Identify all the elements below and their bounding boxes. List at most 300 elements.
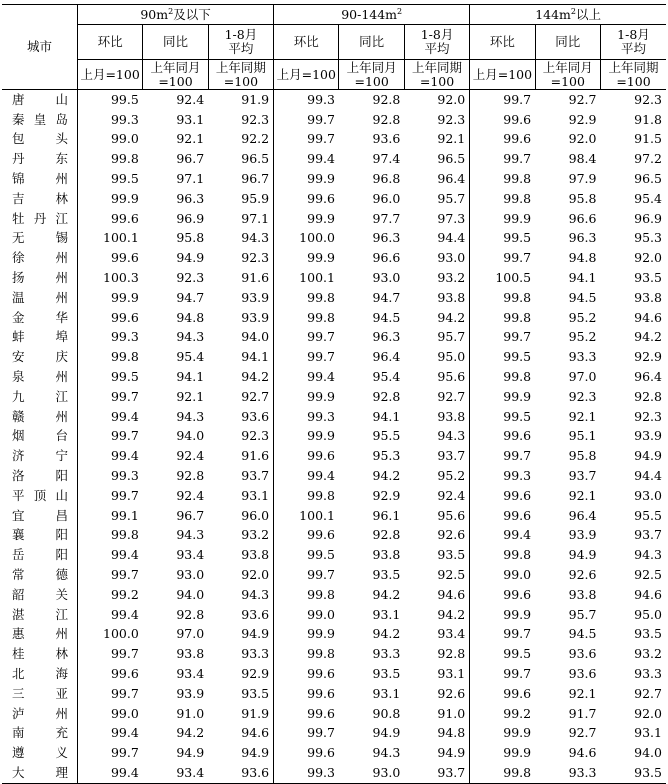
city-char: 丹 bbox=[33, 210, 47, 226]
index-value: 99.4 bbox=[110, 606, 139, 622]
index-value: 91.9 bbox=[208, 704, 273, 724]
index-value: 93.8 bbox=[404, 288, 469, 308]
index-value: 96.3 bbox=[176, 190, 205, 206]
index-value: 92.0 bbox=[634, 250, 662, 266]
city-name-text bbox=[12, 113, 68, 127]
sub-header-avg-line1: 1-8月 bbox=[617, 27, 650, 42]
index-value: 93.9 bbox=[208, 288, 273, 308]
index-value: 99.8 bbox=[307, 487, 335, 503]
index-value: 99.8 bbox=[110, 527, 139, 543]
city-char: 赣 bbox=[12, 408, 25, 424]
index-value: 92.6 bbox=[404, 526, 469, 546]
index-value: 94.4 bbox=[634, 468, 662, 484]
base-header-mom: 上月=100 bbox=[274, 60, 339, 90]
index-value: 97.0 bbox=[176, 626, 205, 642]
city-char: 宜 bbox=[12, 507, 25, 523]
index-value: 95.3 bbox=[372, 448, 401, 464]
index-value: 93.5 bbox=[404, 545, 469, 565]
index-value: 93.7 bbox=[634, 527, 662, 543]
city-char: 海 bbox=[55, 666, 68, 681]
index-value: 94.2 bbox=[404, 605, 469, 625]
index-value: 99.2 bbox=[503, 705, 532, 721]
city-name-text bbox=[12, 627, 68, 641]
index-value: 100.1 bbox=[103, 230, 139, 246]
sub-header-mom: 环比 bbox=[470, 25, 535, 60]
index-value: 93.5 bbox=[600, 763, 666, 783]
index-value: 94.3 bbox=[208, 585, 273, 605]
index-value: 99.5 bbox=[503, 646, 532, 662]
index-value: 94.2 bbox=[634, 329, 662, 345]
index-value: 92.0 bbox=[208, 565, 273, 585]
city-char: 华 bbox=[55, 309, 68, 325]
city-name bbox=[2, 407, 77, 427]
index-value: 99.6 bbox=[307, 705, 335, 721]
index-value: 95.0 bbox=[404, 347, 469, 367]
index-value: 92.4 bbox=[176, 448, 205, 464]
index-value: 95.5 bbox=[634, 507, 662, 523]
city-char: 泉 bbox=[12, 369, 25, 385]
city-char: 江 bbox=[55, 606, 68, 622]
index-value: 99.4 bbox=[503, 527, 532, 543]
index-value: 93.0 bbox=[176, 567, 205, 583]
index-value: 97.2 bbox=[634, 151, 662, 167]
index-value: 96.9 bbox=[176, 210, 205, 226]
index-value: 94.9 bbox=[404, 743, 469, 763]
city-name-text bbox=[12, 231, 68, 245]
index-value: 92.1 bbox=[176, 131, 205, 147]
index-value: 99.8 bbox=[503, 547, 532, 563]
index-value: 99.2 bbox=[110, 586, 139, 602]
index-value: 99.8 bbox=[470, 763, 535, 783]
sub-header-yoy: 同比 bbox=[535, 25, 600, 60]
index-value: 99.7 bbox=[307, 111, 335, 127]
index-value: 99.8 bbox=[503, 190, 532, 206]
city-name bbox=[2, 466, 77, 486]
city-name-text bbox=[12, 707, 68, 721]
table-row bbox=[2, 110, 666, 130]
index-value: 99.6 bbox=[307, 685, 335, 701]
index-value: 99.9 bbox=[503, 725, 532, 741]
city-char: 九 bbox=[12, 388, 25, 404]
index-value: 97.3 bbox=[404, 209, 469, 229]
city-name bbox=[2, 110, 77, 130]
city-char: 州 bbox=[55, 369, 68, 385]
city-char: 亚 bbox=[55, 685, 68, 701]
index-value: 94.8 bbox=[404, 724, 469, 744]
city-name bbox=[2, 189, 77, 209]
index-value: 94.4 bbox=[404, 229, 469, 249]
index-value: 92.3 bbox=[208, 427, 273, 447]
city-name bbox=[2, 169, 77, 189]
city-name-text bbox=[12, 687, 68, 701]
index-value: 96.0 bbox=[208, 506, 273, 526]
city-name bbox=[2, 427, 77, 447]
city-char: 林 bbox=[55, 646, 68, 662]
index-value: 100.1 bbox=[299, 270, 335, 286]
city-name bbox=[2, 308, 77, 328]
index-value: 92.3 bbox=[208, 110, 273, 130]
index-value: 99.3 bbox=[110, 468, 139, 484]
index-value: 97.0 bbox=[568, 369, 597, 385]
city-name-text bbox=[12, 608, 68, 622]
city-char: 东 bbox=[55, 151, 68, 167]
index-value: 92.8 bbox=[404, 644, 469, 664]
index-value: 93.8 bbox=[634, 289, 662, 305]
table-row bbox=[2, 684, 666, 704]
index-value: 99.3 bbox=[110, 111, 139, 127]
index-value: 100.1 bbox=[299, 507, 335, 523]
city-char: 江 bbox=[55, 210, 68, 226]
index-value: 95.8 bbox=[568, 448, 597, 464]
city-char: 台 bbox=[55, 428, 68, 444]
index-value: 93.8 bbox=[372, 547, 401, 563]
city-char: 阳 bbox=[55, 547, 68, 563]
city-char: 充 bbox=[55, 725, 68, 741]
index-value: 91.9 bbox=[208, 90, 273, 110]
index-value: 92.1 bbox=[568, 685, 597, 701]
city-char: 牡 bbox=[12, 210, 25, 226]
index-value: 95.7 bbox=[568, 606, 597, 622]
index-value: 99.9 bbox=[110, 190, 139, 206]
index-value: 97.7 bbox=[372, 210, 401, 226]
price-index-table bbox=[2, 4, 666, 784]
table-row bbox=[2, 248, 666, 268]
index-value: 99.6 bbox=[503, 131, 532, 147]
index-value: 99.8 bbox=[307, 646, 335, 662]
index-value: 93.7 bbox=[404, 763, 469, 783]
index-value: 93.3 bbox=[208, 644, 273, 664]
city-char: 烟 bbox=[12, 428, 25, 444]
index-value: 99.0 bbox=[503, 567, 532, 583]
index-value: 97.1 bbox=[208, 209, 273, 229]
base-header-avg bbox=[404, 60, 469, 90]
index-value: 99.6 bbox=[307, 745, 335, 761]
table-row bbox=[2, 466, 666, 486]
city-char: 岳 bbox=[12, 547, 25, 563]
city-char: 湛 bbox=[12, 606, 25, 622]
city-name bbox=[2, 209, 77, 229]
index-value: 93.9 bbox=[176, 685, 205, 701]
index-value: 92.7 bbox=[208, 387, 273, 407]
index-value: 95.6 bbox=[404, 506, 469, 526]
index-value: 92.6 bbox=[404, 684, 469, 704]
index-value: 99.4 bbox=[110, 448, 139, 464]
index-value: 91.8 bbox=[634, 111, 662, 127]
city-char: 江 bbox=[55, 388, 68, 404]
index-value: 100.5 bbox=[495, 270, 532, 286]
table-row bbox=[2, 347, 666, 367]
table-row bbox=[2, 625, 666, 645]
index-value: 94.9 bbox=[372, 725, 401, 741]
city-char: 山 bbox=[55, 487, 68, 503]
index-value: 93.5 bbox=[634, 270, 662, 286]
city-char: 秦 bbox=[12, 111, 25, 127]
index-value: 99.0 bbox=[110, 705, 139, 721]
index-value: 94.0 bbox=[176, 428, 205, 444]
city-char: 皇 bbox=[33, 111, 47, 127]
index-value: 93.9 bbox=[208, 308, 273, 328]
index-value: 99.3 bbox=[110, 329, 139, 345]
index-value: 94.6 bbox=[568, 745, 597, 761]
index-value: 93.6 bbox=[208, 763, 273, 783]
index-value: 93.5 bbox=[372, 666, 401, 681]
index-value: 93.6 bbox=[568, 646, 597, 662]
index-value: 94.9 bbox=[208, 625, 273, 645]
city-name bbox=[2, 684, 77, 704]
index-value: 99.9 bbox=[503, 210, 532, 226]
group-header-144-above: $144m^2$以上 bbox=[470, 5, 666, 25]
index-value: 91.6 bbox=[208, 446, 273, 466]
city-char: 桂 bbox=[12, 646, 25, 662]
index-value: 93.6 bbox=[208, 605, 273, 625]
index-value: 92.9 bbox=[208, 664, 273, 684]
index-value: 96.7 bbox=[176, 507, 205, 523]
index-value: 96.8 bbox=[372, 171, 401, 187]
city-name bbox=[2, 585, 77, 605]
index-value: 99.3 bbox=[274, 763, 339, 783]
base-header-avg-line2: =100 bbox=[223, 73, 259, 89]
city-name bbox=[2, 288, 77, 308]
table-row bbox=[2, 407, 666, 427]
city-char: 德 bbox=[55, 567, 68, 583]
index-value: 92.9 bbox=[372, 487, 401, 503]
city-name-text bbox=[12, 746, 68, 760]
table-row bbox=[2, 486, 666, 506]
city-char: 遵 bbox=[12, 745, 25, 761]
index-value: 94.2 bbox=[404, 308, 469, 328]
index-value: 94.9 bbox=[176, 745, 205, 761]
index-value: 92.8 bbox=[176, 468, 205, 484]
index-value: 99.7 bbox=[110, 487, 139, 503]
base-header-yoy-line2: =100 bbox=[158, 73, 193, 89]
index-value: 92.3 bbox=[176, 270, 205, 286]
index-value: 99.8 bbox=[307, 309, 335, 325]
index-value: 100.0 bbox=[299, 230, 335, 246]
index-value: 99.7 bbox=[503, 151, 532, 167]
base-header-avg-line2: =100 bbox=[616, 73, 651, 89]
index-value: 96.0 bbox=[372, 190, 401, 206]
city-char: 安 bbox=[12, 349, 25, 365]
city-char: 锡 bbox=[55, 230, 68, 246]
index-value: 99.6 bbox=[503, 507, 532, 523]
index-value: 94.0 bbox=[176, 586, 205, 602]
city-char: 州 bbox=[55, 408, 68, 424]
index-value: 99.6 bbox=[307, 527, 335, 543]
index-value: 99.8 bbox=[307, 289, 335, 305]
table-row bbox=[2, 763, 666, 783]
city-name-text bbox=[12, 251, 68, 265]
index-value: 94.1 bbox=[568, 270, 597, 286]
index-value: 94.2 bbox=[372, 586, 401, 602]
index-value: 93.0 bbox=[634, 487, 662, 503]
index-value: 92.0 bbox=[404, 90, 469, 110]
city-char: 宁 bbox=[55, 448, 68, 464]
city-char: 州 bbox=[55, 171, 68, 187]
city-name bbox=[2, 367, 77, 387]
index-value: 92.4 bbox=[176, 487, 205, 503]
index-value: 92.5 bbox=[404, 565, 469, 585]
index-value: 99.6 bbox=[503, 685, 532, 701]
index-value: 94.6 bbox=[208, 724, 273, 744]
index-value: 96.4 bbox=[404, 169, 469, 189]
sub-header-mom: 环比 bbox=[274, 25, 339, 60]
index-value: 95.9 bbox=[208, 189, 273, 209]
index-value: 93.7 bbox=[568, 468, 597, 484]
index-value: 92.8 bbox=[372, 527, 401, 543]
index-value: 92.7 bbox=[568, 91, 597, 107]
table-row bbox=[2, 90, 666, 110]
index-value: 99.8 bbox=[307, 586, 335, 602]
index-value: 99.8 bbox=[503, 289, 532, 305]
city-char: 温 bbox=[12, 289, 25, 305]
index-value: 94.2 bbox=[372, 468, 401, 484]
index-value: 99.0 bbox=[110, 131, 139, 147]
index-value: 99.7 bbox=[307, 567, 335, 583]
base-header-avg bbox=[600, 60, 666, 90]
city-name bbox=[2, 664, 77, 684]
city-name-text bbox=[12, 212, 68, 226]
city-char: 金 bbox=[12, 309, 25, 325]
index-value: 93.1 bbox=[176, 111, 205, 127]
city-char: 无 bbox=[12, 230, 25, 246]
index-value: 93.5 bbox=[208, 684, 273, 704]
index-value: 95.7 bbox=[404, 328, 469, 348]
index-value: 99.3 bbox=[307, 91, 335, 107]
city-name-text bbox=[12, 330, 68, 344]
city-name-text bbox=[12, 667, 68, 681]
index-value: 99.9 bbox=[307, 428, 335, 444]
index-value: 91.5 bbox=[634, 131, 662, 147]
city-name bbox=[2, 724, 77, 744]
city-name bbox=[2, 130, 77, 150]
index-value: 96.6 bbox=[568, 210, 597, 226]
index-value: 94.1 bbox=[372, 408, 401, 424]
index-value: 98.4 bbox=[568, 151, 597, 167]
city-name-text bbox=[12, 172, 68, 186]
table-row bbox=[2, 149, 666, 169]
index-value: 93.6 bbox=[372, 131, 401, 147]
index-value: 99.6 bbox=[503, 586, 532, 602]
table-row bbox=[2, 209, 666, 229]
city-char: 阳 bbox=[55, 468, 68, 484]
index-value: 93.9 bbox=[634, 428, 662, 444]
table-row bbox=[2, 268, 666, 288]
index-value: 95.4 bbox=[176, 349, 205, 365]
index-value: 99.4 bbox=[110, 547, 139, 563]
city-name-text bbox=[12, 291, 68, 305]
index-value: 94.6 bbox=[634, 309, 662, 325]
index-value: 99.7 bbox=[503, 329, 532, 345]
city-name-text bbox=[12, 528, 68, 542]
index-value: 94.8 bbox=[176, 309, 205, 325]
index-value: 99.8 bbox=[503, 309, 532, 325]
table-row bbox=[2, 387, 666, 407]
index-value: 99.9 bbox=[307, 210, 335, 226]
city-name bbox=[2, 704, 77, 724]
index-value: 94.3 bbox=[176, 527, 205, 543]
index-value: 95.8 bbox=[176, 230, 205, 246]
index-value: 96.4 bbox=[568, 507, 597, 523]
base-header-yoy-line2: =100 bbox=[354, 73, 389, 89]
index-value: 94.9 bbox=[568, 547, 597, 563]
base-header-yoy bbox=[339, 60, 404, 90]
index-value: 94.3 bbox=[372, 745, 401, 761]
city-char: 理 bbox=[55, 764, 68, 780]
index-value: 92.8 bbox=[372, 388, 401, 404]
index-value: 93.7 bbox=[404, 446, 469, 466]
index-value: 92.0 bbox=[634, 705, 662, 721]
index-value: 93.8 bbox=[208, 545, 273, 565]
base-header-mom: 上月=100 bbox=[470, 60, 535, 90]
index-value: 99.7 bbox=[503, 626, 532, 642]
index-value: 99.9 bbox=[503, 388, 532, 404]
index-value: 92.4 bbox=[176, 91, 205, 107]
sub-header-avg-line1: 1-8月 bbox=[420, 27, 454, 42]
base-header-avg-line1: 上年同期 bbox=[608, 59, 659, 75]
index-value: 93.1 bbox=[208, 486, 273, 506]
city-name-text bbox=[12, 93, 68, 107]
city-name-text bbox=[12, 370, 68, 384]
city-name-text bbox=[12, 509, 68, 523]
index-value: 93.2 bbox=[404, 268, 469, 288]
index-value: 99.5 bbox=[110, 369, 139, 385]
index-value: 94.3 bbox=[634, 547, 662, 563]
city-name-text bbox=[12, 152, 68, 166]
city-char: 蚌 bbox=[12, 329, 25, 345]
index-value: 94.3 bbox=[176, 408, 205, 424]
city-char: 扬 bbox=[12, 270, 25, 286]
city-char: 韶 bbox=[12, 586, 25, 602]
sub-header-avg bbox=[600, 25, 666, 60]
index-value: 99.8 bbox=[110, 151, 139, 167]
index-value: 92.1 bbox=[568, 408, 597, 424]
city-char: 惠 bbox=[12, 626, 25, 642]
city-name-text bbox=[12, 429, 68, 443]
index-value: 93.0 bbox=[339, 763, 404, 783]
city-char: 林 bbox=[55, 190, 68, 206]
sub-header-avg bbox=[208, 25, 273, 60]
city-char: 大 bbox=[12, 764, 25, 780]
city-char: 州 bbox=[55, 270, 68, 286]
index-value: 93.5 bbox=[634, 626, 662, 642]
city-char: 庆 bbox=[55, 349, 68, 365]
city-char: 阳 bbox=[55, 527, 68, 543]
city-char: 锦 bbox=[12, 171, 25, 187]
index-value: 94.2 bbox=[208, 367, 273, 387]
index-value: 92.0 bbox=[568, 131, 597, 147]
index-value: 99.6 bbox=[110, 210, 139, 226]
index-value: 99.7 bbox=[110, 567, 139, 583]
table-row bbox=[2, 743, 666, 763]
group-header-90-144: $90-144m^2$ bbox=[274, 5, 470, 25]
index-value: 99.6 bbox=[307, 666, 335, 681]
city-char: 州 bbox=[55, 626, 68, 642]
index-value: 94.1 bbox=[176, 369, 205, 385]
city-name-text bbox=[12, 489, 68, 503]
index-value: 99.4 bbox=[307, 151, 335, 167]
index-value: 94.5 bbox=[568, 289, 597, 305]
index-value: 95.0 bbox=[634, 606, 662, 622]
city-name bbox=[2, 763, 77, 783]
city-char: 唐 bbox=[12, 91, 25, 107]
index-value: 96.5 bbox=[634, 171, 662, 187]
city-char: 包 bbox=[12, 131, 25, 147]
index-value: 92.5 bbox=[634, 567, 662, 583]
index-value: 92.8 bbox=[634, 388, 662, 404]
index-value: 99.3 bbox=[307, 408, 335, 424]
index-value: 99.9 bbox=[307, 250, 335, 266]
index-value: 92.6 bbox=[568, 567, 597, 583]
